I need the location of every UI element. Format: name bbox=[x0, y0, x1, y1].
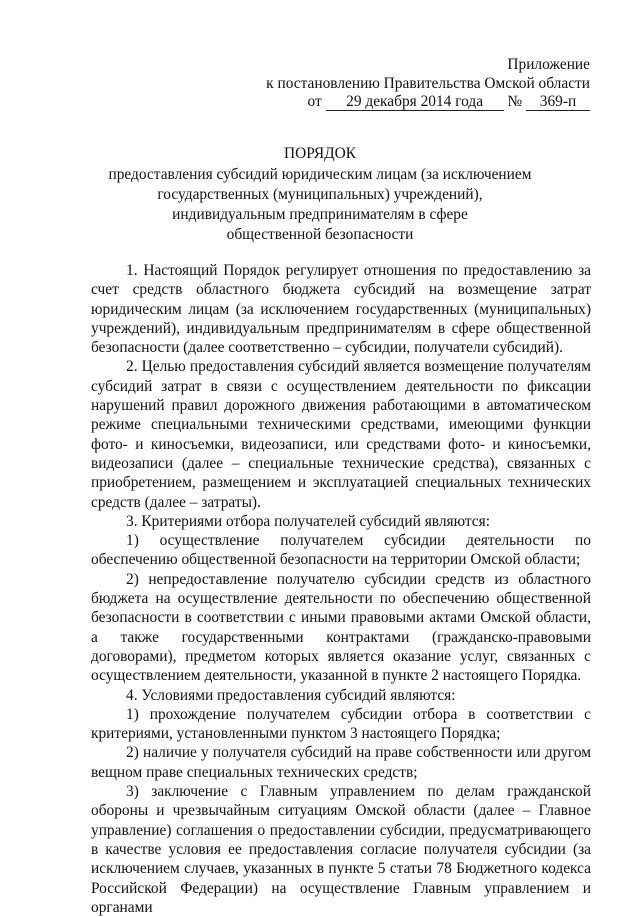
title-line: общественной безопасности bbox=[226, 226, 414, 243]
document-title bbox=[60, 144, 580, 245]
paragraph: 3) заключение с Главным управлением по делам гражданской обороны и чрезвычайным ситуациям Омской области (далее – Главное управление) соглашения о предоставлении субсидии, предусматривающего в качестве условия ее предоставления согласие получателя субсидии (за исключением случаев, указанных в пункте 5 статьи 78 Бюджетного кодекса Российской Федерации) на осуществление Главным управлением и органами bbox=[91, 783, 591, 916]
title-line: индивидуальным предпринимателям в сфере bbox=[172, 206, 468, 223]
title-line: государственных (муниципальных) учреждений), bbox=[157, 186, 483, 203]
paragraph: 1) прохождение получателем субсидии отбора в соответствии с критериями, установленными пунктом 3 настоящего Порядка; bbox=[91, 705, 591, 743]
paragraph: 4. Условиями предоставления субсидий являются: bbox=[126, 686, 456, 704]
paragraph: 2) непредоставление получателю субсидии средств из областного бюджета на осуществление деятельности по обеспечению общественной безопасности в соответствии с иными правовыми актами Омской области, а также государственными контрактами (гражданско-правовыми договорами), предметом которых является оказание услуг, связанных с осуществлением деятельности, указанной в пункте 2 настоящего Порядка. bbox=[91, 570, 591, 685]
paragraph: 2) наличие у получателя субсидий на праве собственности или другом вещном праве специальных технических средств; bbox=[91, 744, 591, 781]
appendix-label: Приложение bbox=[507, 56, 590, 73]
number-label: № bbox=[507, 93, 523, 110]
title-line: предоставления субсидий юридическим лицам (за исключением bbox=[108, 166, 532, 183]
from-label: от bbox=[307, 93, 322, 110]
appendix-resolution: к постановлению Правительства Омской области bbox=[266, 74, 590, 92]
appendix-reference bbox=[266, 93, 590, 112]
paragraph: 1) осуществление получателем субсидии деятельности по обеспечению общественной безопасности на территории Омской области; bbox=[91, 532, 591, 569]
resolution-date: 29 декабря 2014 года bbox=[326, 94, 504, 111]
paragraph: 1. Настоящий Порядок регулирует отношения по предоставлению за счет средств областного бюджета субсидий на возмещение затрат юридическим лицам (за исключением государственных (муниципальных) учреждений), индивидуальным предпринимателям в сфере общественной безопасности (далее соответственно – субсидии, получатели субсидий). bbox=[91, 262, 591, 357]
title-heading: ПОРЯДОК bbox=[284, 145, 356, 162]
document-body bbox=[91, 261, 591, 917]
paragraph: 2. Целью предоставления субсидий является возмещение получателям субсидий затрат в связи с осуществлением деятельности по фиксации нарушений правил дорожного движения работающими в автоматическом режиме специальными техническими средствами, имеющими функции фото- и киносъемки, видеозаписи, или средствами фото- и киносъемки, видеозаписи (далее – специальные технические средства), связанных с приобретением, размещением и эксплуатацией специальных технических средств (далее – затраты). bbox=[91, 358, 591, 511]
resolution-number: 369-п bbox=[526, 94, 590, 111]
paragraph: 3. Критериями отбора получателей субсидий являются: bbox=[126, 512, 490, 530]
appendix-header bbox=[266, 56, 590, 112]
